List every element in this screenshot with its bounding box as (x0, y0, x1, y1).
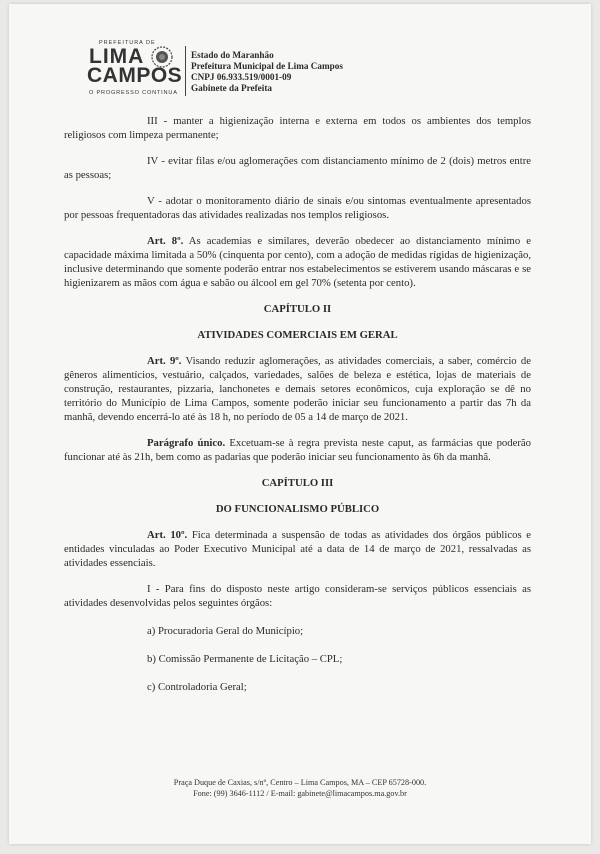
item-iv: IV - evitar filas e/ou aglomerações com distanciamento mínimo de 2 (dois) metros entre as pessoas; (64, 155, 531, 181)
header-divider (185, 46, 186, 96)
sole-paragraph-text: Excetuam-se à regra prevista neste caput, as farmácias que poderão funcionar até às 21h, bem como as padarias que poderão iniciar seu funcionamento às 6h da manhã. (64, 437, 531, 463)
article-9 (64, 354, 531, 424)
chapter-3-title: CAPÍTULO III (261, 477, 334, 489)
chapter-2-title: CAPÍTULO II (263, 303, 332, 315)
article-8-text: As academias e similares, deverão obedecer ao distanciamento mínimo e capacidade máxima limitada a 50% (cinquenta por cento), com a adoção de medidas rígidas de higienização, inclusive determinando que somente poderão entrar nos estabelecimentos se estiverem usando máscaras e se higienizarem as mãos com água e sabão ou álcool em gel 70% (setenta por cento). (64, 235, 531, 289)
logo-lima: LIMA (89, 45, 145, 68)
footer-address: Praça Duque de Caxias, s/nº, Centro – Lima Campos, MA – CEP 65728-000. (173, 778, 427, 787)
article-10-text: Fica determinada a suspensão de todas as atividades dos órgãos públicos e entidades vinculadas ao Poder Executivo Municipal até a data de 14 de março de 2021, ressalvadas as atividades essenciais. (64, 529, 531, 569)
municipal-logo (85, 40, 181, 102)
article-10 (64, 528, 531, 570)
cnpj-number: CNPJ 06.933.519/0001-09 (191, 72, 292, 82)
logo-motto: O PROGRESSO CONTINUA (89, 90, 178, 96)
sole-paragraph (64, 436, 531, 464)
item-iii: III - manter a higienização interna e externa em todos os ambientes dos templos religiosos com limpeza permanente; (64, 115, 531, 141)
article-8-label: Art. 8º. (147, 235, 184, 247)
office-name: Gabinete da Prefeita (191, 83, 272, 93)
letterhead (85, 40, 485, 102)
item-v: V - adotar o monitoramento diário de sinais e/ou sintomas eventualmente apresentados por pessoas frequentadoras das atividades realizadas nos templos religiosos. (64, 195, 531, 221)
subitem-c: c) Controladoria Geral; (147, 681, 247, 693)
state-name: Estado do Maranhão (191, 50, 274, 60)
subitem-a: a) Procuradoria Geral do Município; (147, 625, 304, 637)
header-info (191, 50, 343, 94)
document-body (64, 114, 531, 694)
footer-contact: Fone: (99) 3646-1112 / E-mail: gabinete@limacampos.ma.gov.br (193, 789, 407, 798)
document-page (9, 4, 591, 844)
sole-paragraph-label: Parágrafo único. (147, 437, 226, 449)
prefecture-name: Prefeitura Municipal de Lima Campos (191, 61, 343, 71)
subitem-b: b) Comissão Permanente de Licitação – CPL; (147, 653, 343, 665)
logo-prefix: PREFEITURA DE (99, 40, 156, 46)
footer (9, 777, 591, 799)
article-9-text: Visando reduzir aglomerações, as atividades comerciais, a saber, comércio de gêneros alimentícios, vestuário, calçados, variedades, salões de beleza e estética, lojas de materiais de construção, restaurantes, pizzaria, lanchonetes e demais setores econômicos, cuja exploração se dê no território do Município de Lima Campos, somente poderão iniciar seu funcionamento a partir das 7h da manhã, devendo encerrá-lo até às 18 h, no período de 05 a 14 de março de 2021. (64, 355, 531, 423)
sun-seal-icon (151, 46, 173, 68)
logo-campos: CAMPOS (87, 64, 183, 87)
item-i: I - Para fins do disposto neste artigo consideram-se serviços públicos essenciais as atividades desenvolvidas pelos seguintes órgãos: (64, 583, 531, 609)
article-9-label: Art. 9º. (147, 355, 182, 367)
chapter-3-subtitle: DO FUNCIONALISMO PÚBLICO (215, 503, 380, 515)
article-8 (64, 234, 531, 290)
article-10-label: Art. 10º. (147, 529, 188, 541)
chapter-2-subtitle: ATIVIDADES COMERCIAIS EM GERAL (197, 329, 398, 341)
